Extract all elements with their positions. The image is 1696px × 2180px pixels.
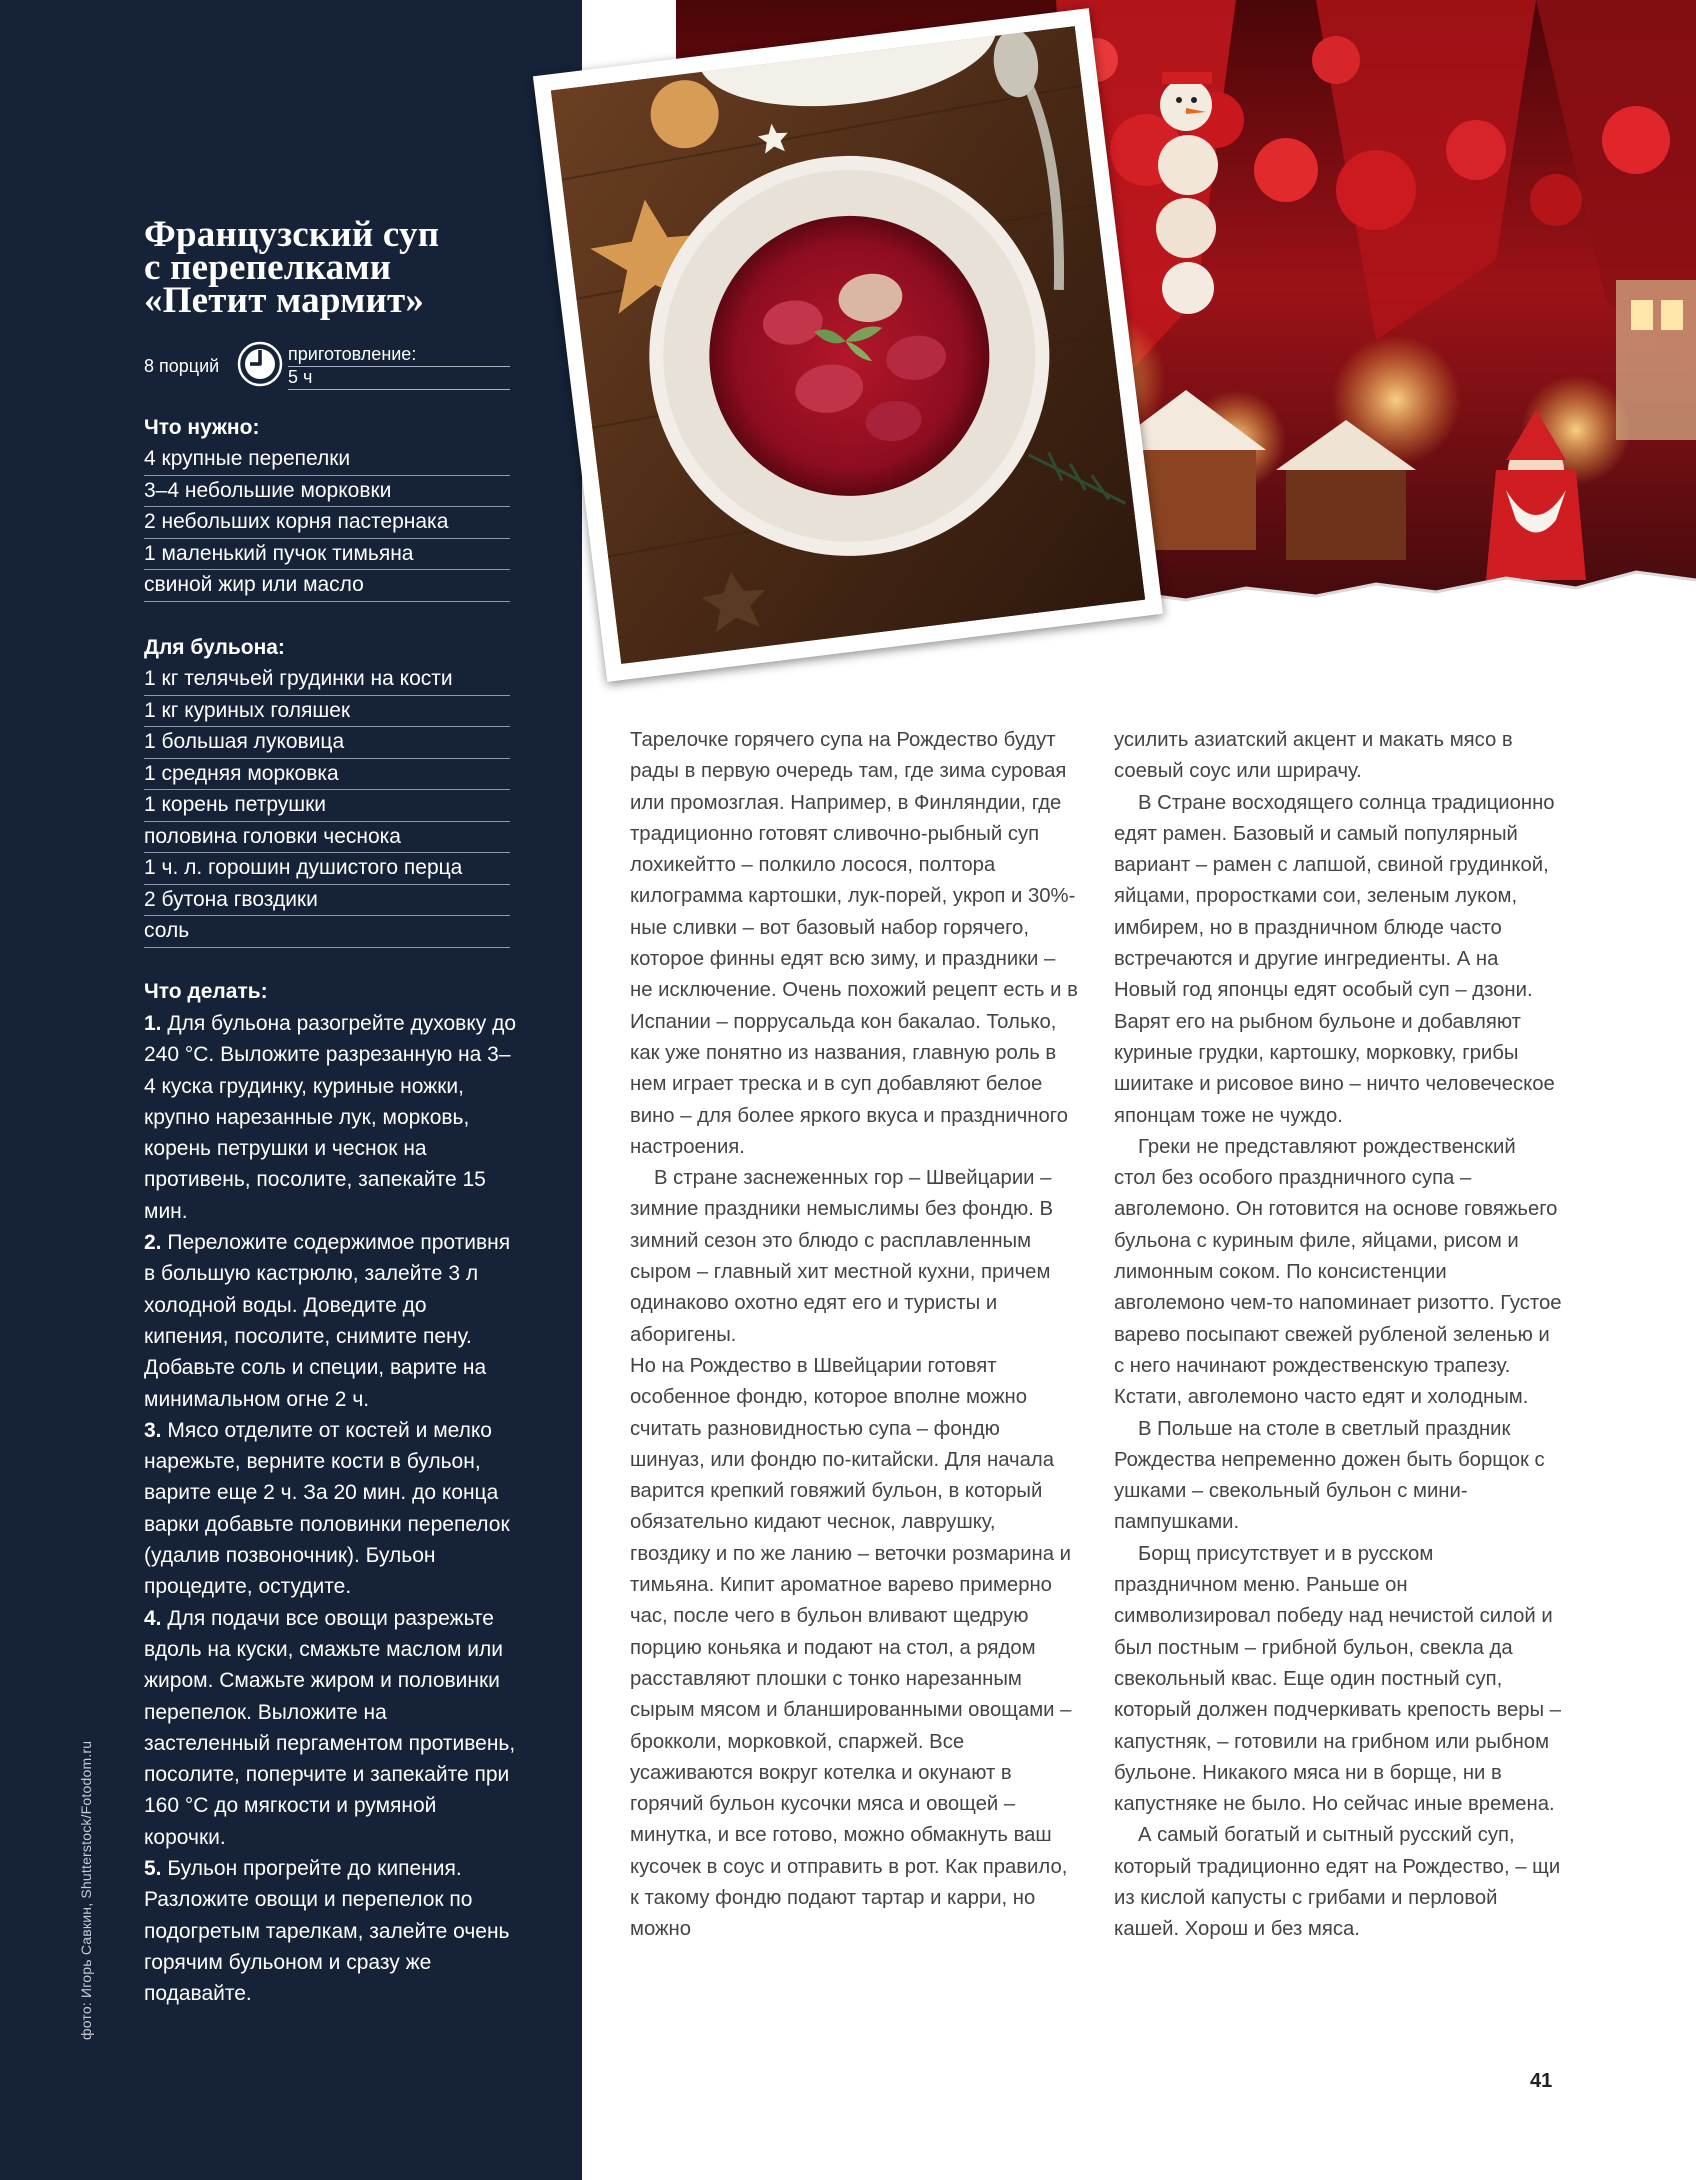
step-number: 1. xyxy=(144,1012,162,1035)
step-item xyxy=(144,1853,516,2009)
page-number: 41 xyxy=(1530,2070,1553,2092)
step-item xyxy=(144,1227,516,1415)
step-text: Мясо отделите от костей и мелко нарежьте, верните кости в бульон, варите еще 2 ч. За 20 мин. до конца варки добавьте половинки перепелок (удалив позвоночник). Бульон процедите, остудите. xyxy=(144,1418,510,1599)
ingredient-item: 1 кг телячьей грудинки на кости xyxy=(144,664,510,696)
recipe-title-line: с перепелками xyxy=(144,247,392,288)
article-paragraph: В Стране восходящего солнца традиционно едят рамен. Базовый и самый популярный вариант – рамен с лапшой, свиной грудинкой, яйцами, проростками сои, зеленым луком, имбирем, но в праздничном блюде часто встречаются и другие ингредиенты. А на Новый год японцы едят особый суп – дзони. Варят его на рыбном бульоне и добавляют куриные грудки, картошку, морковку, грибы шиитаке и рисовое вино – ничто человеческое японцам тоже не чуждо. xyxy=(1114,791,1555,1127)
steps-list xyxy=(144,1008,516,2010)
ingredient-item: 1 большая луковица xyxy=(144,727,510,759)
ingredient-item: 2 небольших корня пастернака xyxy=(144,507,510,539)
article-paragraph: В стране заснеженных гор – Швейцарии – зимние праздники немыслимы без фондю. В зимний сезон это блюдо с расплавленным сыром – главный хит местной кухни, причем одинаково охотно едят его и туристы и аборигены. xyxy=(630,1167,1054,1346)
ingredient-item: половина головки чеснока xyxy=(144,822,510,854)
prep-time: 5 ч xyxy=(288,367,510,390)
step-text: Бульон прогрейте до кипения. Разложите овощи и перепелок по подогретым тарелкам, залейте очень горячим бульоном и сразу же подавайте. xyxy=(144,1857,510,2006)
article-paragraph: А самый богатый и сытный русский суп, который традиционно едят на Рождество, – щи из кислой капусты с грибами и перловой кашей. Хорош и без мяса. xyxy=(1114,1824,1561,1941)
ingredient-item: 1 средняя морковка xyxy=(144,759,510,791)
recipe-title-line: Французский суп xyxy=(144,214,440,255)
photo-credit: фото: Игорь Савкин, Shutterstock/Fotodom.ru xyxy=(78,1740,94,2040)
broth-heading: Для бульона: xyxy=(144,636,285,659)
recipe-title xyxy=(144,214,544,321)
ingredient-item: 1 кг куриных голяшек xyxy=(144,696,510,728)
step-item xyxy=(144,1603,516,1853)
portions-label: 8 порций xyxy=(144,356,220,376)
steps-heading: Что делать: xyxy=(144,980,268,1003)
step-number: 3. xyxy=(144,1418,162,1442)
step-text: Переложите содержимое противня в большую кастрюлю, залейте 3 л холодной воды. Доведите до кипения, посолите, снимите пену. Добавьте соль и специи, варите на минимальном огне 2 ч. xyxy=(144,1231,511,1411)
ingredient-item: 2 бутона гвоздики xyxy=(144,885,510,917)
article-paragraph: Греки не представляют рождественский стол без особого праздничного супа – авголемоно. Он готовится на основе говяжьего бульона с куриным филе, яйцами, рисом и лимонным соком. По консистенции авголемоно чем-то напоминает ризотто. Густое варево посыпают свежей рубленой зеленью и с него начинают рождественскую трапезу. Кстати, авголемоно часто едят и холодным. xyxy=(1114,1135,1562,1409)
recipe-meta xyxy=(144,340,510,392)
needed-heading: Что нужно: xyxy=(144,416,260,439)
article-column-1 xyxy=(630,725,1078,1946)
step-text: Для подачи все овощи разрежьте вдоль на куски, смажьте маслом или жиром. Смажьте жиром и половинки перепелок. Выложите на застеленный пергаментом противень, посолите, поперчите и запекайте при 160 °С до мягкости и румяной корочки. xyxy=(144,1606,516,1849)
article-column-2 xyxy=(1114,725,1562,1946)
step-item xyxy=(144,1415,516,1603)
needed-list xyxy=(144,444,510,602)
step-item xyxy=(144,1008,516,1227)
article-paragraph: Тарелочке горячего супа на Рождество будут рады в первую очередь там, где зима суровая или промозглая. Например, в Финляндии, где традиционно готовят сливочно-рыбный суп лохикейтто – полкило лосося, полтора килограмма картошки, лук-порей, укроп и 30%-ные сливки – вот базовый набор горячего, которое финны едят всю зиму, и праздники – не исключение. Очень похожий рецепт есть и в Испании – поррусальда кон бакалао. Только, как уже понятно из названия, главную роль в нем играет треска и в суп добавляют белое вино – для более яркого вкуса и праздничного настроения. xyxy=(630,729,1078,1158)
step-number: 2. xyxy=(144,1231,162,1255)
article-paragraph: Борщ присутствует и в русском праздничном меню. Раньше он символизировал победу над нечистой силой и был постным – грибной бульон, свекла да свекольный квас. Еще один постный суп, который должен подчеркивать крепость веры – капустняк, – готовили на грибном или рыбном бульоне. Никакого мяса ни в борще, ни в капустняке не было. Но сейчас иные времена. xyxy=(1114,1542,1562,1816)
step-number: 5. xyxy=(144,1857,162,1881)
recipe-sidebar xyxy=(0,0,582,2180)
ingredient-item: 4 крупные перепелки xyxy=(144,444,510,476)
article-paragraph: усилить азиатский акцент и макать мясо в соевый соус или шрирачу. xyxy=(1114,729,1513,783)
clock-icon xyxy=(236,340,284,388)
recipe-title-line: «Петит мармит» xyxy=(144,280,425,321)
step-number: 4. xyxy=(144,1606,162,1630)
article-paragraph: Но на Рождество в Швейцарии готовят особенное фондю, которое вполне можно считать разновидностью супа – фондю шинуаз, или фондю по-китайски. Для начала варится крепкий говяжий бульон, в который обязательно кидают чеснок, лаврушку, гвоздику и по же ланию – веточки розмарина и тимьяна. Кипит ароматное варево примерно час, после чего в бульон вливают щедрую порцию коньяка и подают на стол, а рядом расставляют плошки с тонко нарезанным сырым мясом и бланшированными овощами – брокколи, морковкой, спаржей. Все усаживаются вокруг котелка и окунают в горячий бульон кусочки мяса и овощей – минутка, и все готово, можно обмакнуть ваш кусочек в соус и отправить в рот. Как правило, к такому фондю подают тартар и карри, но можно xyxy=(630,1354,1072,1941)
prep-label: приготовление: xyxy=(288,344,510,367)
article-paragraph: В Польше на столе в светлый праздник Рождества непременно дожен быть борщок с ушками – свекольный бульон с мини-пампушками. xyxy=(1114,1417,1545,1534)
step-text: Для бульона разогрейте духовку до 240 °С. Выложите разрезанную на 3–4 куска грудинку, куриные ножки, крупно нарезанные лук, морковь, корень петрушки и чеснок на противень, посолите, запекайте 15 мин. xyxy=(144,1012,517,1223)
ingredient-item: 1 ч. л. горошин душистого перца xyxy=(144,853,510,885)
ingredient-item: 3–4 небольшие морковки xyxy=(144,476,510,508)
ingredient-item: 1 маленький пучок тимьяна xyxy=(144,539,510,571)
ingredient-item: 1 корень петрушки xyxy=(144,790,510,822)
ingredient-item: соль xyxy=(144,916,510,948)
ingredient-item: свиной жир или масло xyxy=(144,570,510,602)
borscht-soup-photo xyxy=(533,8,1163,682)
broth-list xyxy=(144,664,510,948)
